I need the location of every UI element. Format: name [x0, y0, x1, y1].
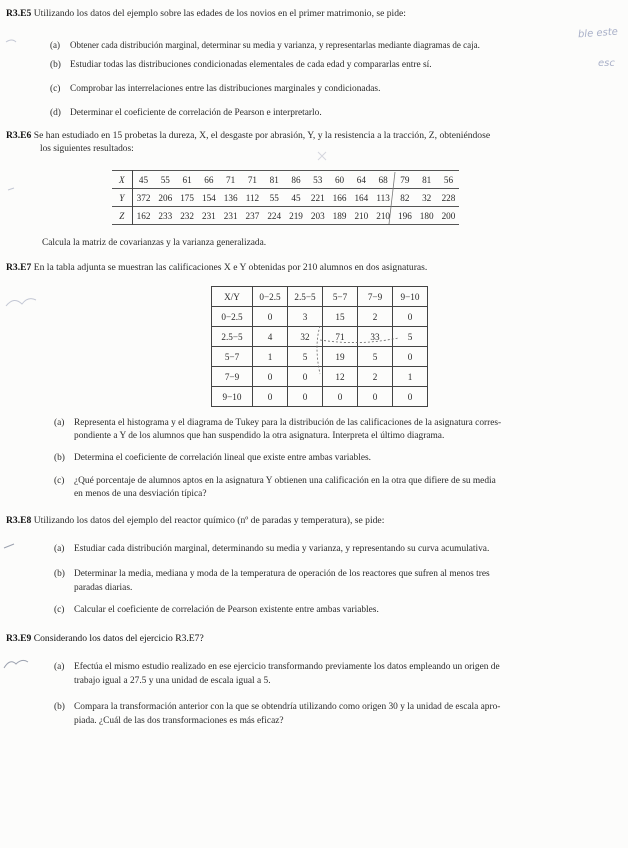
e5-item-a: (a) Obtener cada distribución marginal, determinar su media y varianza, y representarlas mediante diagramas de caja.	[50, 40, 480, 50]
handwritten-note-2: esc	[598, 58, 615, 69]
e7-item-a: (a) Representa el histograma y el diagrama de Tukey para la distribución de las calificaciones de la asignatura corres-	[54, 418, 502, 428]
table-row: 0−2.5 0 3 15 2 0	[212, 307, 428, 327]
pencil-mark	[4, 660, 28, 668]
e8-item-b-cont: paradas diarias.	[74, 583, 133, 593]
exercise-e5-text: Utilizando los datos del ejemplo sobre las edades de los novios en el primer matrimonio, se pide:	[33, 8, 406, 19]
pen-mark	[389, 172, 395, 224]
exercise-e5-id: R3.E5	[6, 8, 32, 19]
e7-item-a-cont: pondiente a Y de los alumnos que han suspendido la otra asignatura. Interpreta el último diagrama.	[74, 431, 445, 441]
exercise-e9-intro: R3.E9 Considerando los datos del ejercicio R3.E7?	[6, 633, 204, 644]
e6-task: Calcula la matriz de covarianzas y la varianza generalizada.	[42, 238, 267, 248]
e9-item-a-cont: trabajo igual a 27.5 y una unidad de escala igual a 5.	[74, 676, 271, 686]
e5-item-d: (d) Determinar el coeficiente de correlación de Pearson e interpretarlo.	[50, 108, 322, 118]
e5-item-b: (b) Estudiar todas las distribuciones condicionadas elementales de cada edad y compararlas entre sí.	[50, 60, 432, 70]
e6-row-y: Y 372 206 175 154 136 112 55 45 221 166 164 113 82 32 228	[112, 189, 459, 207]
exercise-e6-id: R3.E6	[6, 130, 32, 141]
e9-item-a: (a) Efectúa el mismo estudio realizado en ese ejercicio transformando previamente los datos empleando un origen de	[54, 662, 500, 672]
e7-item-c-cont: en menos de una desviación típica?	[74, 489, 207, 499]
exercise-e8-intro: R3.E8 Utilizando los datos del ejemplo del reactor químico (nº de paradas y temperatura), se pide:	[6, 515, 385, 526]
pencil-mark	[318, 152, 326, 160]
table-row: 2.5−5 4 32 71 33 5	[212, 327, 428, 347]
table-row: 7−9 0 0 12 2 1	[212, 367, 428, 387]
e6-row-z: Z 162 233 232 231 231 237 224 219 203 189 210 210 196 180 200	[112, 207, 459, 225]
pencil-mark	[8, 188, 14, 190]
table-row: 5−7 1 5 19 5 0	[212, 347, 428, 367]
e7-item-c: (c) ¿Qué porcentaje de alumnos aptos en la asignatura Y obtienen una calificación en la otra que difiere de su media	[54, 476, 496, 486]
table-row: 9−10 0 0 0 0 0	[212, 387, 428, 407]
pencil-mark	[6, 299, 36, 306]
e5-item-c: (c) Comprobar las interrelaciones entre las distribuciones marginales y condicionadas.	[50, 84, 381, 94]
pencil-mark	[4, 544, 14, 548]
pencil-mark	[6, 40, 16, 42]
exercise-e6-intro: R3.E6 Se han estudiado en 15 probetas la dureza, X, el desgaste por abrasión, Y, y la resistencia a la tracción, Z, obteniéndose	[6, 130, 491, 141]
e6-row-x: X 45 55 61 66 71 71 81 86 53 60 64 68 79 81 56	[112, 171, 459, 189]
e8-item-b: (b) Determinar la media, mediana y moda de la temperatura de operación de los reactores que sufren al menos tres	[54, 569, 490, 579]
pen-mark	[317, 326, 320, 374]
exercise-e7-intro: R3.E7 En la tabla adjunta se muestran las calificaciones X e Y obtenidas por 210 alumnos en dos asignaturas.	[6, 262, 428, 273]
e8-item-a: (a) Estudiar cada distribución marginal, determinando su media y varianza, y representando su curva acumulativa.	[54, 544, 490, 554]
exercise-e6-intro-cont: los siguientes resultados:	[40, 144, 134, 154]
pen-mark	[320, 338, 398, 343]
e9-item-b-cont: piada. ¿Cuál de las dos transformaciones es más eficaz?	[74, 716, 284, 726]
e9-item-b: (b) Compara la transformación anterior con la que se obtendría utilizando como origen 30 y la unidad de escala apro-	[54, 702, 501, 712]
exercise-e7-id: R3.E7	[6, 262, 32, 273]
exercise-e8-id: R3.E8	[6, 515, 32, 526]
handwritten-note-1: ble este	[577, 26, 619, 41]
e7-header-row: X/Y 0−2.5 2.5−5 5−7 7−9 9−10	[212, 287, 428, 307]
exercise-e9-id: R3.E9	[6, 633, 32, 644]
e7-item-b: (b) Determina el coeficiente de correlación lineal que existe entre ambas variables.	[54, 453, 371, 463]
e8-item-c: (c) Calcular el coeficiente de correlación de Pearson existente entre ambas variables.	[54, 605, 379, 615]
